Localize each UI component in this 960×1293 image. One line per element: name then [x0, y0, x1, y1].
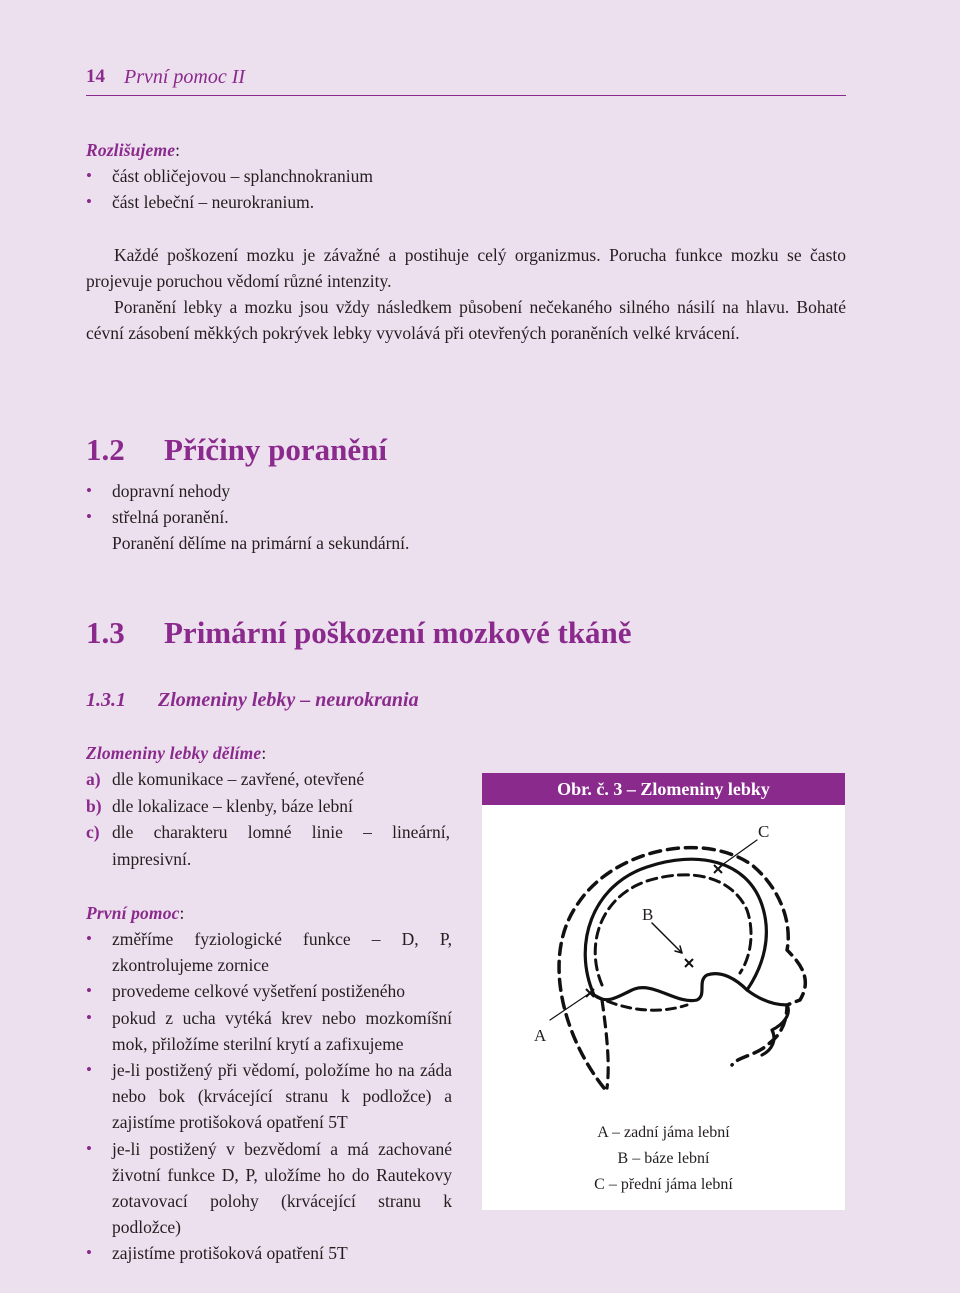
- list-item: [86, 1057, 452, 1136]
- list-item: [86, 1136, 452, 1241]
- bullet-icon: •: [86, 981, 92, 1001]
- section-title: Příčiny poranění: [164, 432, 388, 467]
- list-item: [86, 189, 373, 215]
- list-item: [86, 978, 452, 1004]
- legend-item: A – zadní jáma lební: [597, 1124, 730, 1141]
- section-heading: [86, 615, 632, 651]
- bullet-icon: •: [86, 929, 92, 948]
- pointer-a: [550, 993, 590, 1020]
- fractures-lead-colon: :: [261, 743, 267, 763]
- list-item: [86, 793, 450, 820]
- section-number: 1.3: [86, 615, 125, 650]
- fracture-marker-b: [685, 959, 693, 967]
- skull-inner-line: [585, 859, 766, 1000]
- bullet-icon: •: [86, 481, 92, 500]
- header-rule: [86, 95, 846, 96]
- label-b: B: [642, 905, 654, 924]
- bullet-icon: •: [86, 192, 92, 211]
- list-item-text: část lebeční – neurokranium.: [112, 192, 315, 212]
- note-text: Poranění dělíme na primární a sekundární.: [112, 533, 410, 553]
- intro-list: [86, 163, 373, 215]
- list-item: [86, 1005, 452, 1057]
- intro-lead-label: Rozlišujeme: [86, 140, 176, 160]
- subsection-number: 1.3.1: [86, 689, 126, 711]
- bullet-icon: •: [86, 1007, 92, 1027]
- subsection-title: Zlomeniny lebky – neurokrania: [158, 689, 419, 711]
- fractures-lead: [86, 740, 266, 766]
- list-letter: b): [86, 795, 102, 816]
- section-number: 1.2: [86, 432, 125, 467]
- fracture-marker-c: [714, 865, 722, 873]
- figure-caption: Obr. č. 3 – Zlomeniny lebky: [482, 773, 845, 805]
- list-item-text: dle charakteru lomné linie – lineární, impresivní.: [112, 822, 450, 869]
- list-item-text: střelná poranění.: [112, 507, 229, 527]
- list-item: [86, 926, 452, 978]
- list-item-text: provedeme celkové vyšetření postiženého: [112, 981, 406, 1002]
- list-item-text: dle komunikace – zavřené, otevřené: [112, 769, 365, 789]
- label-a: A: [534, 1026, 547, 1045]
- first-aid-lead: [86, 900, 185, 926]
- paragraph: Poranění lebky a mozku jsou vždy následkem působení nečekaného silného násilí na hlavu. Bohaté cévní zásobení měkkých pokrývek lebky vyvolává při otevřených poraněních velké krvácení.: [86, 297, 846, 343]
- arrow-b: [652, 923, 682, 953]
- intro-lead: [86, 137, 180, 163]
- first-aid-lead-colon: :: [179, 903, 185, 923]
- cranial-cavity-outline: [595, 875, 751, 985]
- list-item: [86, 504, 409, 530]
- legend-item: B – báze lební: [617, 1150, 710, 1167]
- bullet-icon: •: [86, 166, 92, 185]
- legend-item: C – přední jáma lební: [594, 1176, 733, 1193]
- neck-outline: [602, 1000, 608, 1088]
- list-item-text: je-li postižený při vědomí, položíme ho na záda nebo bok (krvácející stranu k podložce) a zajistíme protišoková opatření 5T: [112, 1060, 452, 1133]
- list-letter: c): [86, 822, 100, 842]
- page-number: 14: [86, 66, 105, 87]
- label-c: C: [758, 822, 770, 841]
- list-item-text: dopravní nehody: [112, 481, 231, 501]
- intro-lead-colon: :: [175, 140, 181, 160]
- section-heading: [86, 432, 387, 468]
- bullet-icon: •: [86, 1243, 92, 1263]
- first-aid-list: [86, 926, 452, 1267]
- list-item-text: zajistíme protišoková opatření 5T: [112, 1243, 348, 1264]
- list-item-text: dle lokalizace – klenby, báze lební: [112, 795, 353, 816]
- list-item-text: změříme fyziologické funkce – D, P, zkontrolujeme zornice: [112, 929, 452, 976]
- causes-list: [86, 478, 409, 556]
- list-item-text: je-li postižený v bezvědomí a má zachované životní funkce D, P, uložíme ho do Rautekovy zotavovací polohy (krvácející stranu k podložce): [112, 1138, 452, 1238]
- fractures-lead-label: Zlomeniny lebky dělíme: [86, 743, 262, 763]
- first-aid-lead-label: První pomoc: [86, 903, 180, 923]
- fractures-list: [86, 766, 450, 872]
- list-item: [86, 478, 409, 504]
- list-item: [86, 819, 450, 872]
- running-title: První pomoc II: [124, 66, 246, 88]
- list-item: [86, 530, 409, 556]
- list-item-text: část obličejovou – splanchnokranium: [112, 166, 373, 186]
- list-item: [86, 766, 450, 793]
- list-letter: a): [86, 769, 101, 789]
- bullet-icon: •: [86, 1138, 92, 1158]
- list-item: [86, 163, 373, 189]
- list-item: [86, 1240, 452, 1266]
- fracture-markers: [586, 865, 722, 997]
- list-item-text: pokud z ucha vytéká krev nebo mozkomíšní mok, přiložíme sterilní krytí a zafixujeme: [112, 1007, 452, 1054]
- section-title: Primární poškození mozkové tkáně: [164, 615, 632, 650]
- bullet-icon: •: [86, 507, 92, 526]
- subsection-heading: [86, 689, 419, 712]
- paragraph: Každé poškození mozku je závažné a postihuje celý organizmus. Porucha funkce mozku se často projevuje poruchou vědomí různé intenzity.: [86, 245, 846, 291]
- bullet-icon: •: [86, 1060, 92, 1080]
- face-outline: [747, 990, 788, 1055]
